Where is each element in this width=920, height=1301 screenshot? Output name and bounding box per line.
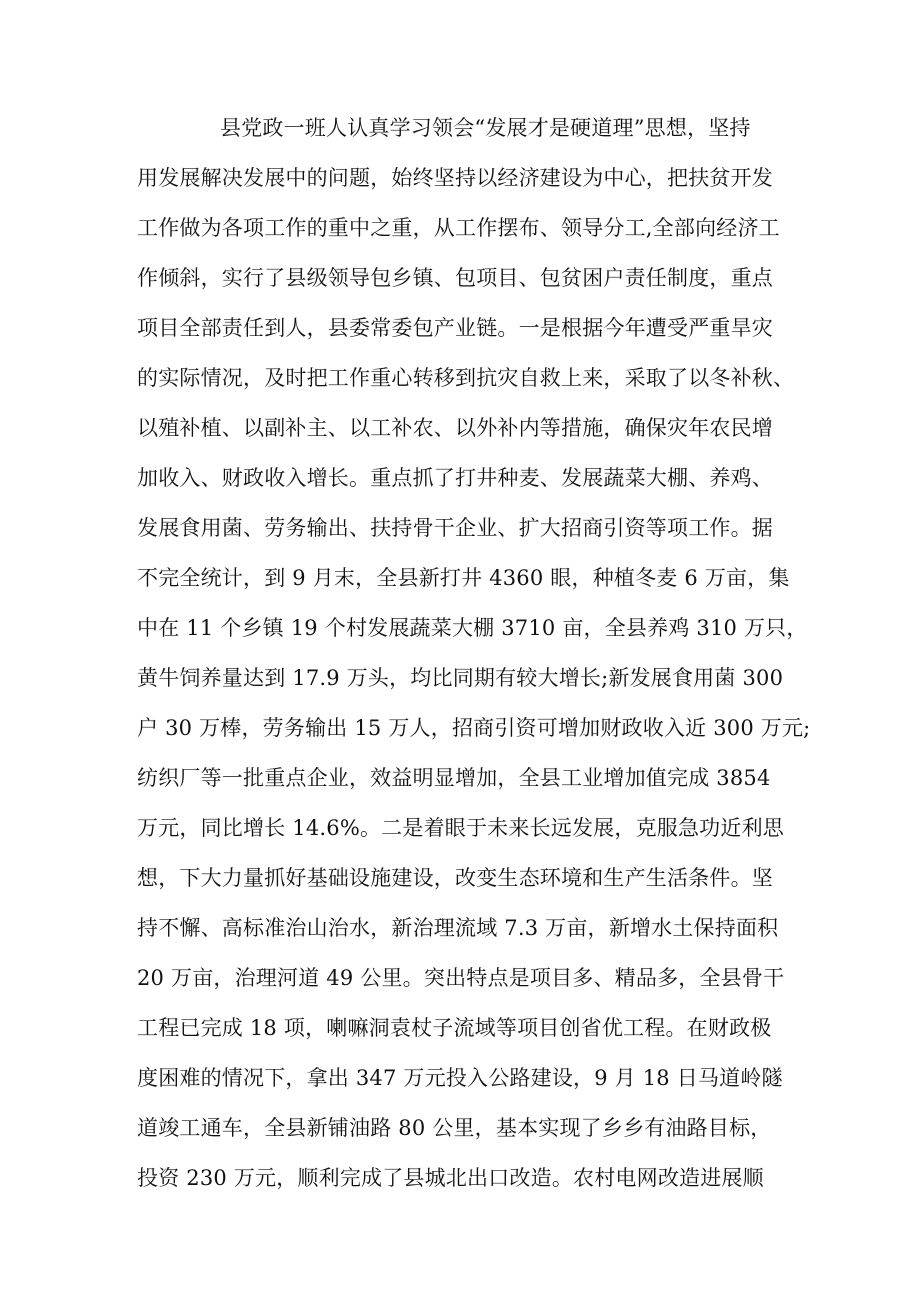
paragraph-line: 万元，同比增长 14.6%。二是着眼于未来长远发展，克服急功近利思 bbox=[137, 816, 784, 840]
paragraph-line: 中在 11 个乡镇 19 个村发展蔬菜大棚 3710 亩，全县养鸡 310 万只， bbox=[137, 616, 808, 640]
paragraph-line: 不完全统计，到 9 月末，全县新打井 4360 眼，种植冬麦 6 万亩，集 bbox=[137, 566, 790, 590]
paragraph-line: 户 30 万棒，劳务输出 15 万人，招商引资可增加财政收入近 300 万元; bbox=[137, 716, 811, 740]
paragraph-line: 发展食用菌、劳务输出、扶持骨干企业、扩大招商引资等项工作。据 bbox=[137, 516, 773, 540]
paragraph-line: 度困难的情况下，拿出 347 万元投入公路建设，9 月 18 日马道岭隧 bbox=[137, 1066, 783, 1090]
paragraph-line: 持不懈、高标准治山治水，新治理流域 7.3 万亩，新增水土保持面积 bbox=[137, 916, 779, 940]
paragraph-line: 道竣工通车，全县新铺油路 80 公里，基本实现了乡乡有油路目标， bbox=[137, 1116, 772, 1140]
paragraph-line: 想，下大力量抓好基础设施建设，改变生态环境和生产生活条件。坚 bbox=[137, 866, 773, 890]
paragraph-line: 20 万亩，治理河道 49 公里。突出特点是项目多、精品多，全县骨干 bbox=[137, 966, 785, 990]
paragraph-line: 的实际情况，及时把工作重心转移到抗灾自救上来，采取了以冬补秋、 bbox=[137, 366, 795, 390]
paragraph-line: 工作做为各项工作的重中之重，从工作摆布、领导分工,全部向经济工 bbox=[137, 216, 780, 240]
paragraph-line: 作倾斜，实行了县级领导包乡镇、包项目、包贫困户责任制度，重点 bbox=[137, 266, 773, 290]
paragraph-line: 黄牛饲养量达到 17.9 万头，均比同期有较大增长;新发展食用菌 300 bbox=[137, 666, 784, 690]
paragraph-line: 用发展解决发展中的问题，始终坚持以经济建设为中心，把扶贫开发 bbox=[137, 166, 773, 190]
paragraph-line: 加收入、财政收入增长。重点抓了打井种麦、发展蔬菜大棚、养鸡、 bbox=[137, 466, 773, 490]
paragraph-line: 项目全部责任到人，县委常委包产业链。一是根据今年遭受严重旱灾 bbox=[137, 316, 773, 340]
paragraph-line: 以殖补植、以副补主、以工补农、以外补内等措施，确保灾年农民增 bbox=[137, 416, 773, 440]
paragraph-line: 投资 230 万元，顺利完成了县城北出口改造。农村电网改造进展顺 bbox=[137, 1166, 764, 1190]
paragraph-line: 县党政一班人认真学习领会“发展才是硬道理”思想，坚持 bbox=[220, 116, 751, 140]
paragraph-line: 工程已完成 18 项，喇嘛洞袁杖子流域等项目创省优工程。在财政极 bbox=[137, 1016, 772, 1040]
paragraph-line: 纺织厂等一批重点企业，效益明显增加，全县工业增加值完成 3854 bbox=[137, 766, 771, 790]
